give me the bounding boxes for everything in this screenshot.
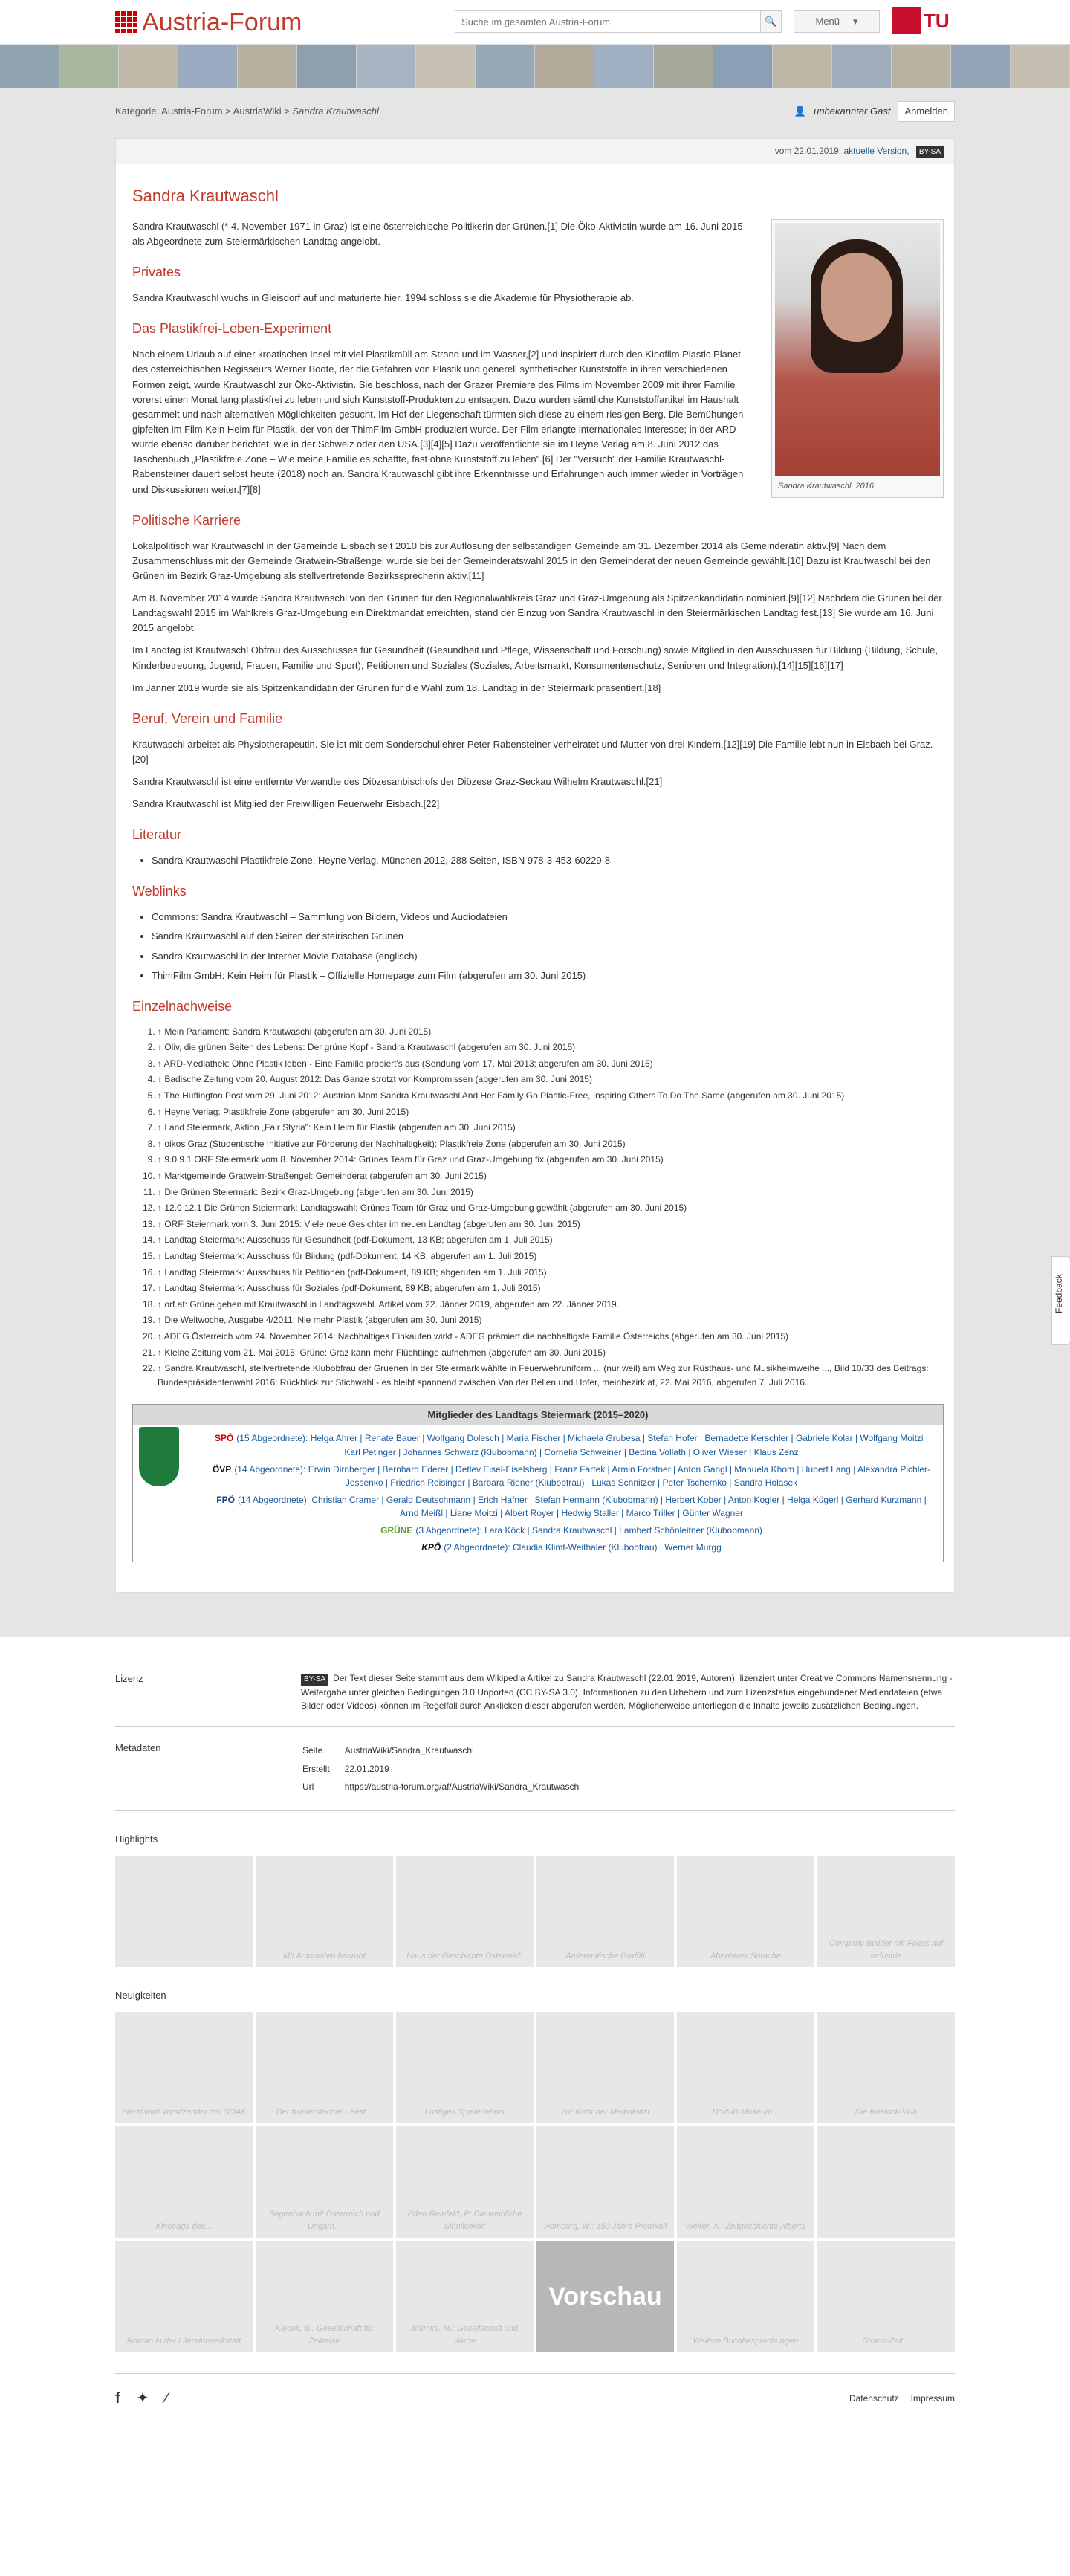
portrait-figure bbox=[771, 219, 944, 498]
party-label: FPÖ bbox=[216, 1494, 235, 1505]
reference-item[interactable]: 12. ↑ 12.0 12.1 Die Grünen Steiermark: Landtagswahl: Grünes Team für Graz und Graz-Umgebung gewählt (abgerufen am 30. Juni 2015) bbox=[158, 1201, 944, 1215]
news-card[interactable]: Roman in der Literaturwerkstatt bbox=[115, 2241, 253, 2352]
news-card[interactable]: Homburg, W.: 150 Jahre Protokoll bbox=[536, 2126, 674, 2238]
highlight-card[interactable]: Mit Automaten bedroht bbox=[256, 1856, 393, 1967]
news-card[interactable]: Lustiges Spielerlebnis bbox=[396, 2012, 534, 2123]
license-text bbox=[301, 1672, 955, 1713]
intro-paragraph: Sandra Krautwaschl (* 4. November 1971 in Graz) ist eine österreichische Politikerin der Grünen.[1] Die Öko-Aktivistin wurde am 16. Juni 2015 als Abgeordnete zum Steiermärkischen Landtag angelobt. bbox=[132, 221, 743, 247]
beruf-paragraph: Krautwaschl arbeitet als Physiotherapeutin. Sie ist mit dem Sonderschullehrer Peter Rabensteiner verheiratet und Mutter von drei Kindern.[12][19] Die Familie lebt nun in Eisbach bei Graz.[20] bbox=[132, 738, 933, 765]
literature-item: • Sandra Krautwaschl Plastikfreie Zone, Heyne Verlag, München 2012, 288 Seiten, ISBN 978-3-453-60229-8 bbox=[152, 853, 944, 868]
breadcrumb-current: Sandra Krautwaschl bbox=[292, 106, 379, 117]
party-label: SPÖ bbox=[214, 1433, 234, 1444]
news-title: Neuigkeiten bbox=[115, 1989, 166, 2001]
reference-item[interactable]: 11. ↑ Die Grünen Steiermark: Bezirk Graz-Umgebung (abgerufen am 30. Juni 2015) bbox=[158, 1185, 944, 1200]
image-banner bbox=[0, 45, 1070, 88]
datenschutz-link[interactable]: Datenschutz bbox=[849, 2393, 899, 2404]
navbox-row-oevp bbox=[207, 1463, 936, 1490]
reference-item[interactable]: 19. ↑ Die Weltwoche, Ausgabe 4/2011: Nie mehr Plastik (abgerufen am 30. Juni 2015) bbox=[158, 1313, 944, 1327]
member-list[interactable]: (15 Abgeordnete): Helga Ahrer | Renate Bauer | Wolfgang Dolesch | Maria Fischer | Michaela Grubesa | Stefan Hofer | Bernadette Kerschler | Gabriele Kolar | Wolfgang Moitzi | Karl Petinger | Johannes Schwarz (Klubobmann) | Cornelia Schweiner | Bettina Vollath | Oliver Wieser | Klaus Zenz bbox=[236, 1433, 929, 1458]
news-card[interactable]: Weitere Buchbesprechungen bbox=[677, 2241, 814, 2352]
vorschau-card[interactable]: Vorschau bbox=[536, 2241, 674, 2352]
news-card[interactable]: Zur Kritik der Mediokrität bbox=[536, 2012, 674, 2123]
member-list[interactable]: (2 Abgeordnete): Claudia Klimt-Weithaler (Klubobfrau) | Werner Murgg bbox=[444, 1541, 722, 1553]
reference-item[interactable]: 7. ↑ Land Steiermark, Aktion „Fair Styria": Kein Heim für Plastik (abgerufen am 30. Juni 2015) bbox=[158, 1121, 944, 1135]
navbox-rows bbox=[133, 1425, 943, 1562]
news-card[interactable]: Eden-Reinfeld, P: Die weibliche Sinnlichkeit bbox=[396, 2126, 534, 2238]
news-card[interactable]: Strand-Zeit... bbox=[817, 2241, 955, 2352]
article-content bbox=[116, 164, 954, 1592]
news-card[interactable]: Segenbach mit Österreich und Ungarn... bbox=[256, 2126, 393, 2238]
karriere-paragraph: Lokalpolitisch war Krautwaschl in der Gemeinde Eisbach seit 2010 bis zur Auflösung der selbständigen Gemeinde am 31. Dezember 2014 als Gemeinderätin aktiv.[9] Nach dem Zusammenschluss mit der Gemeinde Gratwein-Straßengel wurde sie bei der Gemeinderatswahl 2015 in den Gemeinderat der neuen Gemeinde gewählt.[10] Dazu ist Krautwaschl bei den Grünen im Bezirk Graz-Umgebung als stellvertretende Bezirkssprecherin aktiv.[11] bbox=[132, 540, 931, 581]
reference-item[interactable]: 2. ↑ Oliv, die grünen Seiten des Lebens: Der grüne Kopf - Sandra Krautwaschl (abgerufen am 30. Juni 2015) bbox=[158, 1041, 944, 1055]
section-heading-literatur: Literatur bbox=[132, 827, 182, 843]
karriere-paragraph: Am 8. November 2014 wurde Sandra Krautwaschl von den Grünen für den Regionalwahlkreis Graz und Graz-Umgebung als Spitzenkandidatin nominiert.[9][12] Nachdem die Grünen bei der Landtagswahl 2015 im Wahlkreis Graz-Umgebung ein Direktmandat erreichten, stand der Einzug von Sandra Krautwaschl in den Steiermärkischen Landtag fest.[13] Sie wurde am 16. Juni 2015 angelobt. bbox=[132, 592, 942, 634]
landtag-navbox bbox=[132, 1404, 944, 1562]
highlights-strip bbox=[115, 1856, 955, 1967]
chevron-down-icon: ▾ bbox=[853, 15, 858, 27]
literature-list bbox=[152, 853, 944, 868]
highlight-card[interactable] bbox=[115, 1856, 253, 1967]
cc-license-icon[interactable]: BY-SA bbox=[301, 1674, 328, 1686]
party-label: GRÜNE bbox=[380, 1525, 413, 1536]
news-card[interactable]: Sterzl wird Vorsitzender der SOAK bbox=[115, 2012, 253, 2123]
page-footer bbox=[115, 1637, 955, 2431]
reference-item[interactable]: 4. ↑ Badische Zeitung vom 20. August 2012: Das Ganze strotzt vor Kompromissen (abgerufen am 30. Juni 2015) bbox=[158, 1072, 944, 1087]
table-row: Erstellt 22.01.2019 bbox=[302, 1763, 389, 1774]
member-list[interactable]: (14 Abgeordnete): Christian Cramer | Gerald Deutschmann | Erich Hafner | Stefan Hermann (Klubobmann) | Herbert Kober | Anton Kogler | Helga Kügerl | Gerhard Kurzmann | Arnd Meißl | Liane Moitzi | Albert Royer | Hedwig Staller | Marco Triller | Günter Wagner bbox=[237, 1494, 927, 1519]
news-card[interactable]: Weirer, A.: Zeitgeschichte Alberta bbox=[677, 2126, 814, 2238]
twitter-icon[interactable]: ✦ bbox=[136, 2390, 149, 2407]
tu-graz-logo[interactable] bbox=[892, 7, 950, 34]
breadcrumb bbox=[115, 104, 379, 119]
news-card[interactable]: Dollfuß-Museum... bbox=[677, 2012, 814, 2123]
reference-item[interactable]: 1. ↑ Mein Parlament: Sandra Krautwaschl (abgerufen am 30. Juni 2015) bbox=[158, 1025, 944, 1039]
search-box bbox=[455, 10, 782, 33]
metadata-row bbox=[115, 1727, 955, 1811]
weblink-item[interactable]: • Sandra Krautwaschl in der Internet Movie Database (englisch) bbox=[152, 949, 944, 964]
feedback-tab[interactable]: Feedback bbox=[1051, 1256, 1070, 1345]
metadata-label: Metadaten bbox=[115, 1742, 161, 1754]
reference-item[interactable]: 15. ↑ Landtag Steiermark: Ausschuss für Bildung (pdf-Dokument, 14 KB; abgerufen am 1. Juli 2015) bbox=[158, 1249, 944, 1263]
facebook-icon[interactable]: f bbox=[115, 2390, 120, 2407]
news-card[interactable]: Kiecolt, B.: Gesellschaft für Zeitreise bbox=[256, 2241, 393, 2352]
user-area bbox=[794, 101, 955, 122]
portrait-image[interactable] bbox=[775, 223, 940, 476]
top-bar bbox=[0, 0, 1070, 45]
logo-text: Austria-Forum bbox=[142, 8, 302, 36]
karriere-paragraph: Im Landtag ist Krautwaschl Obfrau des Ausschusses für Gesundheit (Gesundheit und Pflege, Wissenschaft und Forschung) sowie Mitglied in den Ausschüssen für Bildung (Bildung, Schule, Kinderbetreuung, Jugend, Frauen, Familie und Sport), Petitionen und Soziales (Soziales, Arbeitsmarkt, Konsumentenschutz, Senioren und Integration).[14][15][16][17] bbox=[132, 644, 938, 671]
rss-icon[interactable]: ∕ bbox=[165, 2390, 168, 2407]
tu-logo-text: TU bbox=[924, 10, 950, 32]
member-list[interactable]: (3 Abgeordnete): Lara Köck | Sandra Krautwaschl | Lambert Schönleitner (Klubobmann) bbox=[415, 1525, 762, 1536]
version-date: vom 22.01.2019, bbox=[774, 146, 842, 156]
karriere-paragraph: Im Jänner 2019 wurde sie als Spitzenkandidatin der Grünen für die Wahl zum 18. Landtag in der Steiermark präsentiert.[18] bbox=[132, 682, 661, 693]
news-card[interactable]: Der Kupferstecher - Fest... bbox=[256, 2012, 393, 2123]
navbox-row-fpoe bbox=[207, 1493, 936, 1521]
portrait-caption: Sandra Krautwaschl, 2016 bbox=[778, 482, 875, 491]
user-icon: 👤 bbox=[794, 106, 807, 117]
navbox-row-kpoe bbox=[207, 1541, 936, 1555]
news-card[interactable]: Blümke, M.: Gesellschaft und Werte bbox=[396, 2241, 534, 2352]
reference-item[interactable]: 18. ↑ orf.at: Grüne gehen mit Krautwaschl in Landtagswahl. Artikel vom 22. Jänner 2019, abgerufen am 22. Jänner 2019. bbox=[158, 1298, 944, 1312]
reference-item[interactable]: 13. ↑ ORF Steiermark vom 3. Juni 2015: Viele neue Gesichter im neuen Landtag (abgerufen am 30. Juni 2015) bbox=[158, 1217, 944, 1232]
current-version-link[interactable]: aktuelle Version, bbox=[843, 146, 910, 156]
reference-item[interactable]: 10. ↑ Marktgemeinde Gratwein-Straßengel: Gemeinderat (abgerufen am 30. Juni 2015) bbox=[158, 1169, 944, 1183]
breadcrumb-austriawiki[interactable]: AustriaWiki bbox=[233, 106, 282, 117]
privates-paragraph: Sandra Krautwaschl wuchs in Gleisdorf auf und maturierte hier. 1994 schloss sie die Akademie für Physiotherapie ab. bbox=[132, 292, 634, 304]
section-heading-plastikfrei: Das Plastikfrei-Leben-Experiment bbox=[132, 321, 332, 337]
section-heading-weblinks: Weblinks bbox=[132, 884, 187, 899]
beruf-paragraph: Sandra Krautwaschl ist eine entfernte Verwandte des Diözesanbischofs der Diözese Graz-Seckau Wilhelm Krautwaschl.[21] bbox=[132, 776, 663, 788]
breadcrumb-austria-forum[interactable]: Austria-Forum bbox=[161, 106, 223, 117]
highlight-card[interactable]: Antisemitische Graffiti bbox=[536, 1856, 674, 1967]
section-heading-einzelnachweise: Einzelnachweise bbox=[132, 998, 233, 1014]
reference-item[interactable]: 20. ↑ ADEG Österreich vom 24. November 2014: Nachhaltiges Einkaufen wirkt - ADEG prämiert die nachhaltigste Familie Österreichs (abgerufen am 30. Juni 2015) bbox=[158, 1330, 944, 1344]
member-list[interactable]: (14 Abgeordnete): Erwin Dirnberger | Bernhard Ederer | Detlev Eisel-Eiselsberg | Franz Fartek | Armin Forstner | Anton Gangl | Manuela Khom | Hubert Lang | Alexandra Pichler-Jessenko | Friedrich Reisinger | Barbara Riener (Klubobfrau) | Lukas Schnitzer | Peter Tschernko | Sandra Holasek bbox=[234, 1463, 931, 1489]
news-grid bbox=[115, 2012, 955, 2352]
highlights-title: Highlights bbox=[115, 1833, 158, 1845]
main-area bbox=[0, 88, 1070, 1637]
references-list bbox=[158, 1025, 944, 1390]
reference-item[interactable]: 8. ↑ oikos Graz (Studentische Initiative zur Förderung der Nachhaltigkeit): Plastikfreie Zone (abgerufen am 30. Juni 2015) bbox=[158, 1137, 944, 1151]
highlight-card[interactable]: Abenteuer Sprache bbox=[677, 1856, 814, 1967]
license-row bbox=[115, 1658, 955, 1727]
weblink-item[interactable]: • Sandra Krautwaschl auf den Seiten der steirischen Grünen bbox=[152, 929, 944, 944]
breadcrumb-separator: > bbox=[225, 106, 231, 117]
footer-links bbox=[849, 2392, 955, 2406]
weblink-item[interactable]: • Commons: Sandra Krautwaschl – Sammlung von Bildern, Videos und Audiodateien bbox=[152, 910, 944, 925]
search-icon: 🔍 bbox=[765, 15, 777, 27]
license-label: Lizenz bbox=[115, 1673, 143, 1685]
impressum-link[interactable]: Impressum bbox=[910, 2393, 955, 2404]
footer-bottom bbox=[115, 2373, 955, 2410]
version-bar bbox=[116, 139, 954, 164]
metadata-table bbox=[301, 1741, 596, 1797]
breadcrumb-bar bbox=[115, 88, 955, 138]
tu-logo-icon bbox=[892, 7, 921, 34]
menu-label: Menü bbox=[815, 15, 840, 27]
plastikfrei-paragraph: Nach einem Urlaub auf einer kroatischen Insel mit viel Plastikmüll am Strand und im Wasser,[2] und inspiriert durch den Kinofilm Plastic Planet des österreichischen Regisseurs Werner Boote, der die Gefahren von Plastik und generell synthetischer Kunststoffe in ihren verschiedenen Formen zeigt, wurde Krautwaschl zur Öko-Aktivistin. Sie beschloss, nach der Grazer Premiere des Films im November 2009 mit ihrer Familie vorerst einen Monat lang plastikfrei zu leben und sich Kunststoff-Produkten zu entsagen. Dazu wurden sämtliche Kunststoffartikel im Haushalt gesammelt und nach alternativen Möglichkeiten gesucht. Im Hof der Liegenschaft türmten sich diese zu einem riesigen Berg. Die Bemühungen gipfelten im Film Kein Heim für Plastik, der von der ThimFilm GmbH produziert wurde. Der Film erlangte internationales Interesse; in der ARD wurde ebenso darüber berichtet, wie in der Schweiz oder den USA.[3][4][5] Dazu veröffentlichte sie im Heyne Verlag am 8. Juni 2012 das Taschenbuch „Plastikfreie Zone – Wie meine Familie es schaffte, fast ohne Kunststoff zu leben".[6] Der "Versuch" der Familie Krautwaschl-Rabensteiner dauert selbst heute (2018) noch an. Sandra Krautwaschl gibt ihre Erkenntnisse und Erfahrungen auch immer wieder in Vorträgen und Diskussionen weiter.[7][8] bbox=[132, 349, 744, 495]
reference-item[interactable]: 9. ↑ 9.0 9.1 ORF Steiermark vom 8. November 2014: Grünes Team für Graz und Graz-Umgebung fix (abgerufen am 30. Juni 2015) bbox=[158, 1153, 944, 1167]
highlight-card[interactable]: Company Builder mit Fokus auf Industrie bbox=[817, 1856, 955, 1967]
news-card[interactable]: Die Rostock-Villa bbox=[817, 2012, 955, 2123]
search-input[interactable] bbox=[455, 11, 760, 32]
navbox-row-gruene bbox=[207, 1524, 936, 1538]
austria-forum-logo[interactable] bbox=[115, 7, 302, 37]
reference-item[interactable]: 3. ↑ ARD-Mediathek: Ohne Plastik leben - Eine Familie probiert's aus (Sendung vom 17. Mai 2013; abgerufen am 30. Juni 2015) bbox=[158, 1057, 944, 1071]
table-row: Url https://austria-forum.org/af/AustriaWiki/Sandra_Krautwaschl bbox=[302, 1781, 581, 1793]
weblink-item[interactable]: • ThimFilm GmbH: Kein Heim für Plastik – Offizielle Homepage zum Film (abgerufen am 30. Juni 2015) bbox=[152, 968, 944, 983]
social-links bbox=[115, 2387, 168, 2410]
coat-of-arms-icon bbox=[139, 1427, 179, 1486]
section-heading-karriere: Politische Karriere bbox=[132, 512, 241, 528]
navbox-row-spoe bbox=[207, 1431, 936, 1459]
breadcrumb-prefix: Kategorie: bbox=[115, 106, 160, 117]
reference-item[interactable]: 6. ↑ Heyne Verlag: Plastikfreie Zone (abgerufen am 30. Juni 2015) bbox=[158, 1105, 944, 1119]
weblinks-list bbox=[152, 910, 944, 983]
reference-item[interactable]: 14. ↑ Landtag Steiermark: Ausschuss für Gesundheit (pdf-Dokument, 13 KB; abgerufen am 1. Juli 2015) bbox=[158, 1233, 944, 1247]
party-label: KPÖ bbox=[421, 1541, 441, 1553]
login-button[interactable]: Anmelden bbox=[898, 101, 955, 122]
breadcrumb-separator: > bbox=[284, 106, 290, 117]
news-card[interactable]: Kinosaga des... bbox=[115, 2126, 253, 2238]
search-button[interactable] bbox=[760, 11, 781, 32]
reference-item[interactable]: 21. ↑ Kleine Zeitung vom 21. Mai 2015: Grüne: Graz kann mehr Flüchtlinge aufnehmen (abgerufen am 30. Juni 2015) bbox=[158, 1346, 944, 1360]
party-label: ÖVP bbox=[212, 1463, 232, 1475]
reference-item[interactable]: 5. ↑ The Huffington Post vom 29. Juni 2012: Austrian Mom Sandra Krautwaschl And Her Family Go Plastic-Free, Inspiring Others To Do The Same (abgerufen am 30. Juni 2015) bbox=[158, 1089, 944, 1103]
license-body: Der Text dieser Seite stammt aus dem Wikipedia Artikel zu Sandra Krautwaschl (22.01.2019, Autoren), lizenziert unter Creative Commons Namensnennung - Weitergabe unter gleichen Bedingungen 3.0 Unported (CC BY-SA 3.0). Informationen zu den Urhebern und zum Lizenzstatus eingebundener Mediendateien (etwa Bilder oder Videos) können im Regelfall durch Anklicken dieser abgerufen werden. Möglicherweise unterliegen die Inhalte jeweils zusätzlichen Bedingungen. bbox=[301, 1673, 953, 1712]
menu-button[interactable] bbox=[794, 10, 880, 33]
page-title: Sandra Krautwaschl bbox=[132, 187, 279, 205]
beruf-paragraph: Sandra Krautwaschl ist Mitglied der Freiwilligen Feuerwehr Eisbach.[22] bbox=[132, 798, 440, 810]
section-heading-beruf: Beruf, Verein und Familie bbox=[132, 711, 283, 726]
highlight-card[interactable]: Haus der Geschichte Österreich bbox=[396, 1856, 534, 1967]
cc-license-badge[interactable]: BY-SA bbox=[916, 146, 944, 158]
user-name: unbekannter Gast bbox=[814, 106, 891, 117]
navbox-title[interactable]: Mitglieder des Landtags Steiermark (2015–2020) bbox=[133, 1405, 943, 1425]
reference-item[interactable]: 16. ↑ Landtag Steiermark: Ausschuss für Petitionen (pdf-Dokument, 89 KB; abgerufen am 1. Juli 2015) bbox=[158, 1266, 944, 1280]
section-heading-privates: Privates bbox=[132, 265, 181, 280]
table-row: Seite AustriaWiki/Sandra_Krautwaschl bbox=[302, 1745, 474, 1756]
logo-grid-icon bbox=[115, 11, 137, 33]
reference-item[interactable]: 17. ↑ Landtag Steiermark: Ausschuss für Soziales (pdf-Dokument, 89 KB; abgerufen am 1. Juli 2015) bbox=[158, 1281, 944, 1295]
news-card[interactable] bbox=[817, 2126, 955, 2238]
reference-item[interactable]: 22. ↑ Sandra Krautwaschl, stellvertretende Klubobfrau der Gruenen in der Steiermark wählte in Feuerwehruniform ... (nur weil) am Weg zur Rüsthaus- und Musikheimweihe ..., Bild 10/33 des Beitrags: Bundespräsidentenwahl 2016: Rückblick zur Stichwahl - es bleibt spannend zwischen Van der Bellen und Hofer, meinbezirk.at, 22. Mai 2016, abgerufen 7. Juli 2016. bbox=[158, 1362, 944, 1389]
article-panel bbox=[115, 138, 955, 1593]
